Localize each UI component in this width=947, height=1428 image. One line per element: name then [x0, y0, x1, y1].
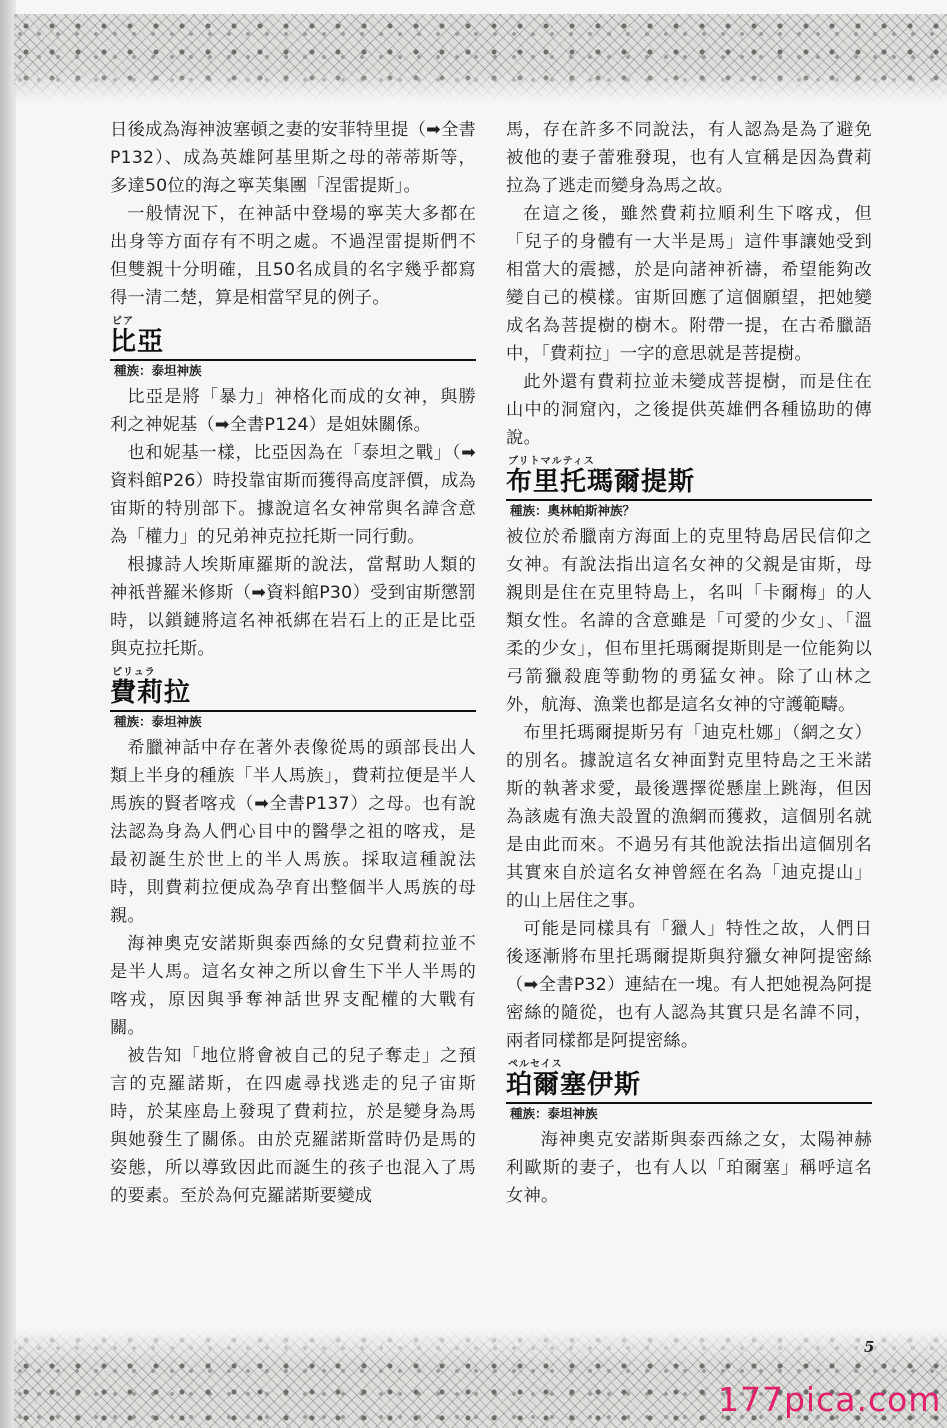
page-number: 5: [864, 1338, 875, 1356]
entry-race: 種族：泰坦神族: [114, 363, 202, 378]
left-column: [110, 116, 476, 1210]
entry-race: 種族：泰坦神族: [114, 714, 202, 729]
continuation-paragraph: 在這之後，雖然費莉拉順利生下喀戎，但「兒子的身體有一大半是馬」這件事讓她受到相當大的震撼，於是向諸神祈禱，希望能夠改變自己的模樣。宙斯回應了這個願望，把她變成名為菩提樹的樹木。附帶一提，在古希臘語中，「費莉拉」一字的意思就是菩提樹。: [506, 204, 872, 364]
watermark-text: 177pica.com: [718, 1380, 942, 1419]
entry-paragraph: 被位於希臘南方海面上的克里特島居民信仰之女神。有說法指出這名女神的父親是宙斯，母親則是住在克里特島上，名叫「卡爾梅」的人類女性。名諱的含意雖是「可愛的少女」、「溫柔的少女」，但布里托瑪爾提斯則是一位能夠以弓箭獵殺鹿等動物的勇猛女神。除了山林之外，航海、漁業也都是這名女神的守護範疇。: [506, 527, 872, 715]
entry-title: 費莉拉: [110, 678, 192, 708]
entry-race: 種族：奧林帕斯神族？: [510, 503, 636, 518]
entry-header-philyra: [110, 667, 476, 732]
entry-ruby: ブリトマルティス: [508, 456, 595, 467]
entry-ruby: ピリュラ: [112, 667, 156, 678]
entry-title: 比亞: [110, 327, 165, 357]
entry-paragraph: 海神奧克安諾斯與泰西絲的女兒費莉拉並不是半人馬。這名女神之所以會生下半人半馬的喀戎，原因與爭奪神話世界支配權的大戰有關。: [110, 934, 476, 1038]
intro-paragraph: 一般情況下，在神話中登場的寧芙大多都在出身等方面存有不明之處。不過涅雷提斯們不但雙親十分明確，且50名成員的名字幾乎都寫得一清二楚，算是相當罕見的例子。: [110, 204, 476, 308]
continuation-paragraph: 馬，存在許多不同說法，有人認為是為了避免被他的妻子蕾雅發現，也有人宣稱是因為費莉拉為了逃走而變身為馬之故。: [506, 120, 872, 196]
entry-paragraph: 布里托瑪爾提斯另有「迪克杜娜」（網之女）的別名。據說這名女神面對克里特島之王米諾斯的執著求愛，最後選擇從懸崖上跳海，但因為該處有漁夫設置的漁網而獲救，這個別名就是由此而來。不過另有其他說法指出這個別名其實來自於這名女神曾經在名為「迪克提山」的山上居住之事。: [506, 723, 872, 911]
entry-title: 布里托瑪爾提斯: [506, 467, 696, 497]
intro-paragraph: 日後成為海神波塞頓之妻的安菲特里提（➡全書P132）、成為英雄阿基里斯之母的蒂蒂斯等，多達50位的海之寧芙集團「涅雷提斯」。: [110, 120, 476, 196]
entry-header-bia: [110, 316, 476, 381]
entry-header-perseis: [506, 1059, 872, 1124]
entry-paragraph: 海神奧克安諾斯與泰西絲之女，太陽神赫利歐斯的妻子，也有人以「珀爾塞」稱呼這名女神。: [506, 1130, 872, 1206]
entry-ruby: ペルセイス: [508, 1059, 563, 1070]
entry-paragraph: 也和妮基一樣，比亞因為在「泰坦之戰」（➡資料館P26）時投靠宙斯而獲得高度評價，成為宙斯的特別部下。據說這名女神常與名諱含意為「權力」的兄弟神克拉托斯一同行動。: [110, 443, 476, 547]
entry-paragraph: 被告知「地位將會被自己的兒子奪走」之預言的克羅諾斯，在四處尋找逃走的兒子宙斯時，於某座島上發現了費莉拉，於是變身為馬與她發生了關係。由於克羅諾斯當時仍是馬的姿態，所以導致因此而誕生的孩子也混入了馬的要素。至於為何克羅諾斯要變成: [110, 1046, 476, 1206]
entry-paragraph: 根據詩人埃斯庫羅斯的說法，當幫助人類的神祇普羅米修斯（➡資料館P30）受到宙斯懲罰時，以鎖鏈將這名神祇綁在岩石上的正是比亞與克拉托斯。: [110, 555, 476, 659]
entry-paragraph: 可能是同樣具有「獵人」特性之故，人們日後逐漸將布里托瑪爾提斯與狩獵女神阿提密絲（➡全書P32）連結在一塊。有人把她視為阿提密絲的隨從，也有人認為其實只是名諱不同，兩者同樣都是阿提密絲。: [506, 919, 872, 1051]
entry-paragraph: 比亞是將「暴力」神格化而成的女神，與勝利之神妮基（➡全書P124）是姐妹關係。: [110, 387, 476, 435]
entry-paragraph: 希臘神話中存在著外表像從馬的頭部長出人類上半身的種族「半人馬族」，費莉拉便是半人馬族的賢者喀戎（➡全書P137）之母。也有說法認為身為人們心目中的醫學之祖的喀戎，是最初誕生於世上的半人馬族。採取這種說法時，則費莉拉便成為孕育出整個半人馬族的母親。: [110, 738, 476, 926]
entry-race: 種族：泰坦神族: [510, 1106, 598, 1121]
top-ornamental-border: [14, 14, 947, 102]
right-column: [506, 116, 872, 1210]
entry-ruby: ビア: [112, 316, 134, 327]
continuation-paragraph: 此外還有費莉拉並未變成菩提樹，而是住在山中的洞窟內，之後提供英雄們各種協助的傳說。: [506, 372, 872, 448]
entry-title: 珀爾塞伊斯: [506, 1070, 642, 1100]
book-spine: [0, 0, 16, 1428]
entry-header-britomartis: [506, 456, 872, 521]
